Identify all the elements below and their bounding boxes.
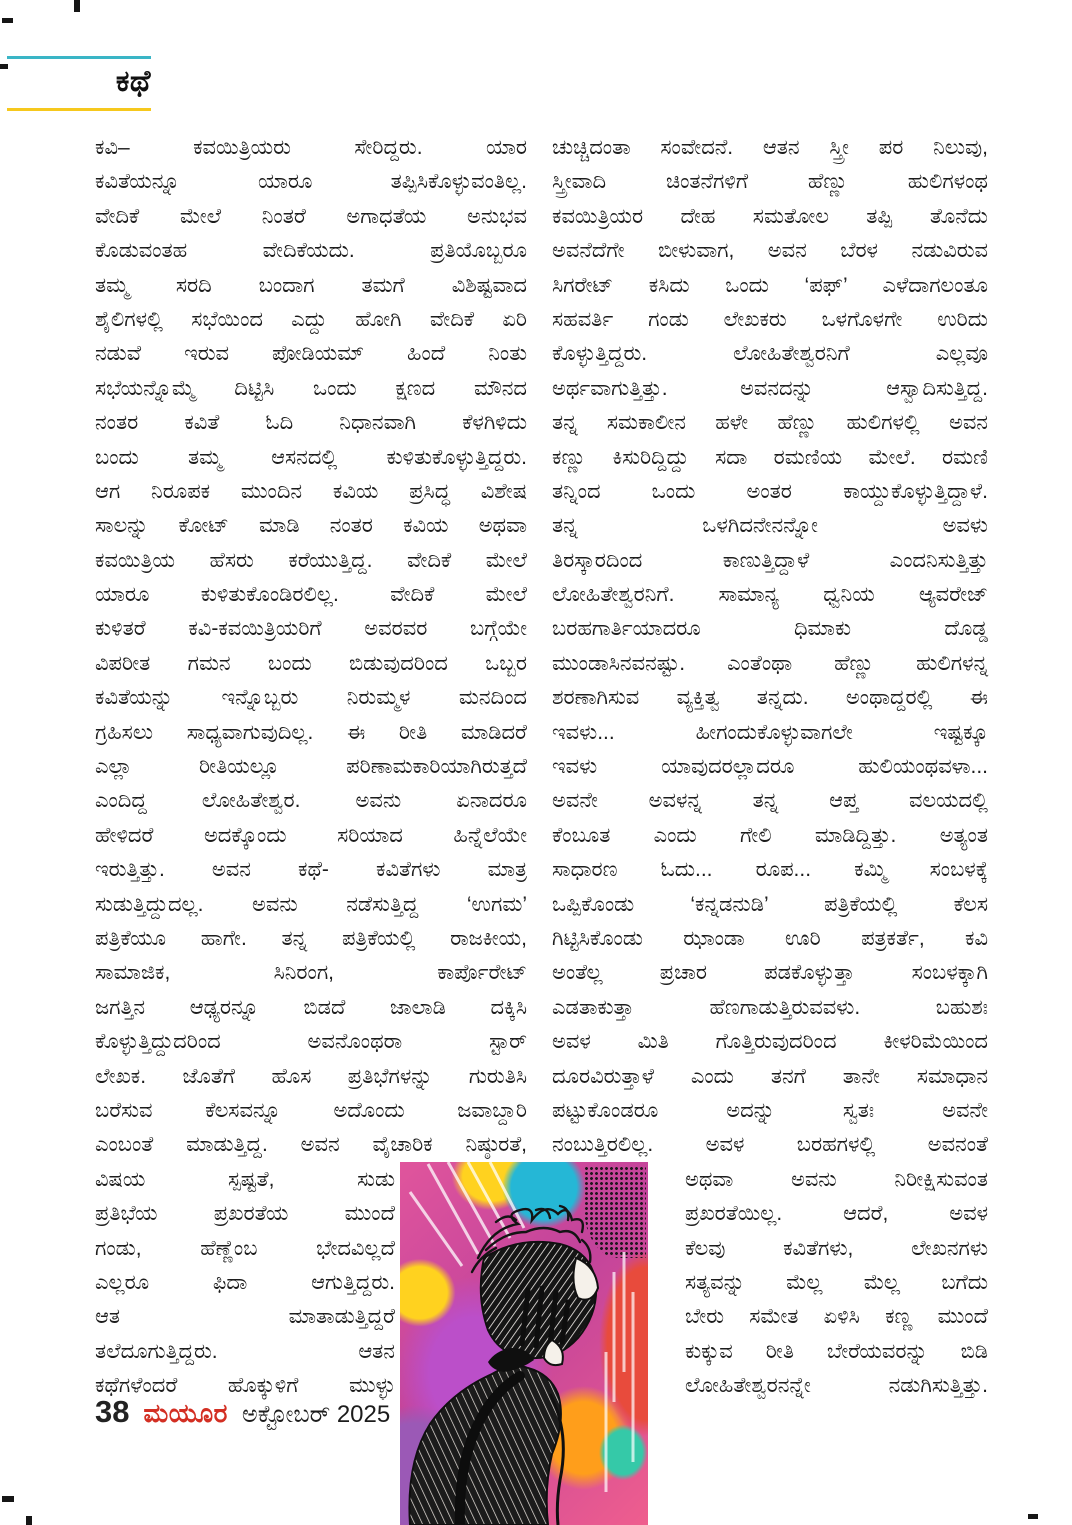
text-line: ವೇದಿಕೆ ಮೇಲೆ ನಿಂತರೆ ಅಗಾಧತೆಯ ಅನುಭವ	[95, 204, 527, 228]
text-line: ಬಂದು ತಮ್ಮ ಆಸನದಲ್ಲಿ ಕುಳಿತುಕೊಳ್ಳುತ್ತಿದ್ದರು.	[95, 445, 527, 469]
text-line: ನಂಬುತ್ತಿರಲಿಲ್ಲ. ಅವಳ ಬರಹಗಳಲ್ಲಿ ಅವನಂತೆ	[552, 1133, 988, 1157]
text-line: ಲೇಖಕ. ಜೊತೆಗೆ ಹೊಸ ಪ್ರತಿಭೆಗಳನ್ನು ಗುರುತಿಸಿ	[95, 1064, 527, 1088]
text-line: ಸುಡುತ್ತಿದ್ದುದಲ್ಲ. ಅವನು ನಡೆಸುತ್ತಿದ್ದ ‘ಉಗಮ’	[95, 892, 527, 916]
text-line: ಸ್ತ್ರೀವಾದಿ ಚಿಂತನೆಗಳಿಗೆ ಹೆಣ್ಣು ಹುಲಿಗಳಂಥ	[552, 170, 988, 194]
text-line: ನಂತರ ಕವಿತೆ ಓದಿ ನಿಧಾನವಾಗಿ ಕೆಳಗಿಳಿದು	[95, 411, 527, 435]
text-line: ಅರ್ಥವಾಗುತ್ತಿತ್ತು. ಅವನದನ್ನು ಆಸ್ವಾದಿಸುತ್ತಿದ್ದ.	[552, 376, 988, 400]
left-column-lines	[95, 131, 527, 1163]
text-line: ಗ್ರಹಿಸಲು ಸಾಧ್ಯವಾಗುವುದಿಲ್ಲ. ಈ ರೀತಿ ಮಾಡಿದರೆ	[95, 720, 527, 744]
text-line: ಕುಕ್ಕುವ ರೀತಿ ಬೇರೆಯವರನ್ನು ಬಿಡಿ	[685, 1339, 988, 1363]
text-line: ಶೈಲಿಗಳಲ್ಲಿ ಸಭೆಯಿಂದ ಎದ್ದು ಹೋಗಿ ವೇದಿಕೆ ಏರಿ	[95, 307, 527, 331]
text-line: ಪ್ರಖರತೆಯಿಲ್ಲ. ಆದರೆ, ಅವಳ	[685, 1202, 988, 1226]
text-line: ಆತ ಮಾತಾಡುತ್ತಿದ್ದರೆ	[95, 1305, 395, 1329]
text-line: ಬೇರು ಸಮೇತ ಏಳಿಸಿ ಕಣ್ಣ ಮುಂದೆ	[685, 1305, 988, 1329]
text-line: ಬರೆಸುವ ಕೆಲಸವನ್ನೂ ಅದೊಂದು ಜವಾಬ್ದಾರಿ	[95, 1098, 527, 1122]
text-line: ಕಥೆಗಳೆಂದರೆ ಹೊಕ್ಕುಳಿಗೆ ಮುಳ್ಳು	[95, 1374, 395, 1398]
text-line: ಲೋಹಿತೇಶ್ವರನಿಗೆ. ಸಾಮಾನ್ಯ ಧ್ವನಿಯ ಆ್ಯವರೇಜ್	[552, 583, 988, 607]
crop-mark	[2, 18, 13, 23]
text-line: ಕವಿತೆಯನ್ನು ಇನ್ನೊಬ್ಬರು ನಿರುಮ್ಮಳ ಮನದಿಂದ	[95, 686, 527, 710]
text-line: ಅಥವಾ ಅವನು ನಿರೀಕ್ಷಿಸುವಂತ	[685, 1167, 988, 1191]
story-illustration	[400, 1162, 648, 1525]
text-line: ಬರಹಗಾರ್ತಿಯಾದರೂ ಧಿಮಾಕು ದೊಡ್ಡ	[552, 617, 988, 641]
text-line: ತನ್ನ ಒಳಗಿದನೇನನ್ನೋ ಅವಳು	[552, 514, 988, 538]
text-line: ಸಾಮಾಜಿಕ, ಸಿನಿರಂಗ, ಕಾರ್ಪೊರೇಟ್	[95, 961, 527, 985]
text-line: ಕೆಂಬೂತ ಎಂದು ಗೇಲಿ ಮಾಡಿದ್ದಿತ್ತು. ಅತ್ಯಂತ	[552, 823, 988, 847]
text-line: ತನ್ನ ಸಮಕಾಲೀನ ಹಳೇ ಹೆಣ್ಣು ಹುಲಿಗಳಲ್ಲಿ ಅವನ	[552, 411, 988, 435]
text-line: ಅವಳ ಮಿತಿ ಗೊತ್ತಿರುವುದರಿಂದ ಕೀಳರಿಮೆಯಿಂದ	[552, 1030, 988, 1054]
text-line: ಕವಿ– ಕವಯಿತ್ರಿಯರು ಸೇರಿದ್ದರು. ಯಾರ	[95, 136, 527, 159]
text-line: ಕೊಳ್ಳುತ್ತಿದ್ದರು. ಲೋಹಿತೇಶ್ವರನಿಗೆ ಎಲ್ಲವೂ	[552, 342, 988, 366]
text-line: ಸಾಲನ್ನು ಕೋಟ್ ಮಾಡಿ ನಂತರ ಕವಿಯ ಅಥವಾ	[95, 514, 527, 538]
crop-mark	[1028, 1514, 1038, 1519]
text-line: ತಲೆದೂಗುತ್ತಿದ್ದರು. ಆತನ	[95, 1339, 395, 1363]
text-line: ಜಗತ್ತಿನ ಆಢ್ಯರನ್ನೂ ಬಿಡದೆ ಜಾಲಾಡಿ ದಕ್ಕಿಸಿ	[95, 995, 527, 1019]
text-line: ಪಟ್ಟುಕೊಂಡರೂ ಅದನ್ನು ಸ್ವತಃ ಅವನೇ	[552, 1098, 988, 1122]
text-line: ಎಲ್ಲರೂ ಫಿದಾ ಆಗುತ್ತಿದ್ದರು.	[95, 1270, 395, 1294]
text-line: ಅವನೇ ಅವಳನ್ನ ತನ್ನ ಆಪ್ತ ವಲಯದಲ್ಲಿ	[552, 789, 988, 813]
sketched-man-drawing	[400, 1162, 648, 1525]
crop-mark	[26, 1516, 32, 1525]
text-line: ವಿಷಯ ಸ್ಪಷ್ಟತೆ, ಸುಡು	[95, 1167, 395, 1191]
text-line: ಇವಳು ಯಾವುದರಲ್ಲಾದರೂ ಹುಲಿಯಂಥವಳಾ...	[552, 755, 988, 779]
right-column-lines	[552, 131, 988, 1163]
text-line: ಪತ್ರಿಕೆಯೂ ಹಾಗೇ. ತನ್ನ ಪತ್ರಿಕೆಯಲ್ಲಿ ರಾಜಕೀಯ,	[95, 926, 527, 950]
text-line: ಕೊಳ್ಳುತ್ತಿದ್ದುದರಿಂದ ಅವನೊಂಥರಾ ಸ್ಟಾರ್	[95, 1030, 527, 1054]
text-line: ಕಣ್ಣು ಕಿಸುರಿದ್ದಿದ್ದು ಸದಾ ರಮಣಿಯ ಮೇಲೆ. ರಮಣಿ	[552, 445, 988, 469]
text-line: ಅವನೆದೆಗೇ ಬೀಳುವಾಗ, ಅವನ ಬೆರಳ ನಡುವಿರುವ	[552, 239, 988, 263]
text-line: ಇರುತ್ತಿತ್ತು. ಅವನ ಕಥೆ- ಕವಿತೆಗಳು ಮಾತ್ರ	[95, 858, 527, 882]
text-line: ನಡುವೆ ಇರುವ ಪೋಡಿಯಮ್ ಹಿಂದೆ ನಿಂತು	[95, 342, 527, 366]
text-line: ಹೇಳಿದರೆ ಅದಕ್ಕೊಂದು ಸರಿಯಾದ ಹಿನ್ನೆಲೆಯೇ	[95, 823, 527, 847]
magazine-logo: ಮಯೂರ	[143, 1398, 228, 1428]
text-line: ತಮ್ಮ ಸರದಿ ಬಂದಾಗ ತಮಗೆ ವಿಶಿಷ್ಟವಾದ	[95, 273, 527, 297]
text-line: ದೂರವಿರುತ್ತಾಳೆ ಎಂದು ತನಗೆ ತಾನೇ ಸಮಾಧಾನ	[552, 1064, 988, 1088]
text-line: ಕವಿತೆಯನ್ನೂ ಯಾರೂ ತಪ್ಪಿಸಿಕೊಳ್ಳುವಂತಿಲ್ಲ.	[95, 170, 527, 194]
issue-date: ಅಕ್ಟೋಬರ್ 2025	[241, 1401, 391, 1428]
text-line: ವಿಪರೀತ ಗಮನ ಬಂದು ಬಿಡುವುದರಿಂದ ಒಬ್ಬರ	[95, 651, 527, 675]
text-line: ಒಪ್ಪಿಕೊಂಡು ‘ಕನ್ನಡನುಡಿ’ ಪತ್ರಿಕೆಯಲ್ಲಿ ಕೆಲಸ	[552, 892, 988, 916]
text-line: ಗಂಡು, ಹೆಣ್ಣೆಂಬ ಭೇದವಿಲ್ಲದೆ	[95, 1236, 395, 1260]
text-line: ಮುಂಡಾಸಿನವನಷ್ಟು. ಎಂತೆಂಥಾ ಹೆಣ್ಣು ಹುಲಿಗಳನ್ನ	[552, 651, 988, 675]
page-footer	[95, 1394, 390, 1430]
text-line: ತಿರಸ್ಕಾರದಿಂದ ಕಾಣುತ್ತಿದ್ದಾಳೆ ಎಂದನಿಸುತ್ತಿತ್ತು	[552, 548, 988, 572]
text-line: ಅಂತೆಲ್ಲ ಪ್ರಚಾರ ಪಡಕೊಳ್ಳುತ್ತಾ ಸಂಬಳಕ್ಕಾಗಿ	[552, 961, 988, 985]
section-title: ಕಥೆ	[115, 65, 151, 98]
crop-mark	[74, 0, 80, 12]
text-line: ಕುಳಿತರೆ ಕವಿ-ಕವಯಿತ್ರಿಯರಿಗೆ ಅವರವರ ಬಗ್ಗೆಯೇ	[95, 617, 527, 641]
text-line: ಕವಯಿತ್ರಿಯರ ದೇಹ ಸಮತೋಲ ತಪ್ಪಿ ತೊನೆದು	[552, 204, 988, 228]
text-line: ಶರಣಾಗಿಸುವ ವ್ಯಕ್ತಿತ್ವ ತನ್ನದು. ಅಂಥಾದ್ದರಲ್ಲಿ ಈ	[552, 686, 988, 710]
section-header	[7, 56, 151, 111]
text-line: ಕೆಲವು ಕವಿತೆಗಳು, ಲೇಖನಗಳು	[685, 1236, 988, 1260]
text-line: ಎಂಬಂತೆ ಮಾಡುತ್ತಿದ್ದ. ಅವನ ವೈಚಾರಿಕ ನಿಷ್ಠುರತೆ,	[95, 1133, 527, 1157]
text-line: ಸಹವರ್ತಿ ಗಂಡು ಲೇಖಕರು ಒಳಗೊಳಗೇ ಉರಿದು	[552, 307, 988, 331]
text-line: ಆಗ ನಿರೂಪಕ ಮುಂದಿನ ಕವಿಯ ಪ್ರಸಿದ್ಧ ವಿಶೇಷ	[95, 479, 527, 503]
header-bottom-rule	[7, 108, 151, 111]
page-number: 38	[95, 1394, 130, 1429]
text-line: ಸಭೆಯನ್ನೊಮ್ಮೆ ದಿಟ್ಟಿಸಿ ಒಂದು ಕ್ಷಣದ ಮೌನದ	[95, 376, 527, 400]
text-line: ಕವಯಿತ್ರಿಯ ಹೆಸರು ಕರೆಯುತ್ತಿದ್ದ. ವೇದಿಕೆ ಮೇಲೆ	[95, 548, 527, 572]
crop-mark	[2, 1496, 14, 1502]
text-line: ತನ್ನಿಂದ ಒಂದು ಅಂತರ ಕಾಯ್ದುಕೊಳ್ಳುತ್ತಿದ್ದಾಳೆ.	[552, 479, 988, 503]
text-line: ಕೊಡುವಂತಹ ವೇದಿಕೆಯದು. ಪ್ರತಿಯೊಬ್ಬರೂ	[95, 239, 527, 263]
text-line: ಸಾಧಾರಣ ಓದು... ರೂಪ... ಕಮ್ಮಿ ಸಂಬಳಕ್ಕೆ	[552, 858, 988, 882]
text-line: ಇವಳು... ಹೀಗಂದುಕೊಳ್ಳುವಾಗಲೇ ಇಷ್ಟಕ್ಕೂ	[552, 720, 988, 744]
text-line: ಗಿಟ್ಟಿಸಿಕೊಂಡು ಝಾಂಡಾ ಊರಿ ಪತ್ರಕರ್ತೆ, ಕವಿ	[552, 926, 988, 950]
text-line: ಎಡತಾಕುತ್ತಾ ಹೆಣಗಾಡುತ್ತಿರುವವಳು. ಬಹುಶಃ	[552, 995, 988, 1019]
text-line: ಎಲ್ಲಾ ರೀತಿಯಲ್ಲೂ ಪರಿಣಾಮಕಾರಿಯಾಗಿರುತ್ತದೆ	[95, 755, 527, 779]
text-line: ಪ್ರತಿಭೆಯ ಪ್ರಖರತೆಯ ಮುಂದೆ	[95, 1202, 395, 1226]
text-line: ಎಂದಿದ್ದ ಲೋಹಿತೇಶ್ವರ. ಅವನು ಏನಾದರೂ	[95, 789, 527, 813]
text-line: ಚುಚ್ಚಿದಂತಾ ಸಂವೇದನೆ. ಆತನ ಸ್ತ್ರೀ ಪರ ನಿಲುವು,	[552, 136, 988, 159]
text-line: ಲೋಹಿತೇಶ್ವರನನ್ನೇ ನಡುಗಿಸುತ್ತಿತ್ತು.	[685, 1374, 988, 1398]
text-line: ಸಿಗರೇಟ್ ಕಸಿದು ಒಂದು ‘ಪಫ್’ ಎಳೆದಾಗಲಂತೂ	[552, 273, 988, 297]
text-line: ಯಾರೂ ಕುಳಿತುಕೊಂಡಿರಲಿಲ್ಲ. ವೇದಿಕೆ ಮೇಲೆ	[95, 583, 527, 607]
text-line: ಸತ್ಯವನ್ನು ಮೆಲ್ಲ ಮೆಲ್ಲ ಬಗೆದು	[685, 1270, 988, 1294]
